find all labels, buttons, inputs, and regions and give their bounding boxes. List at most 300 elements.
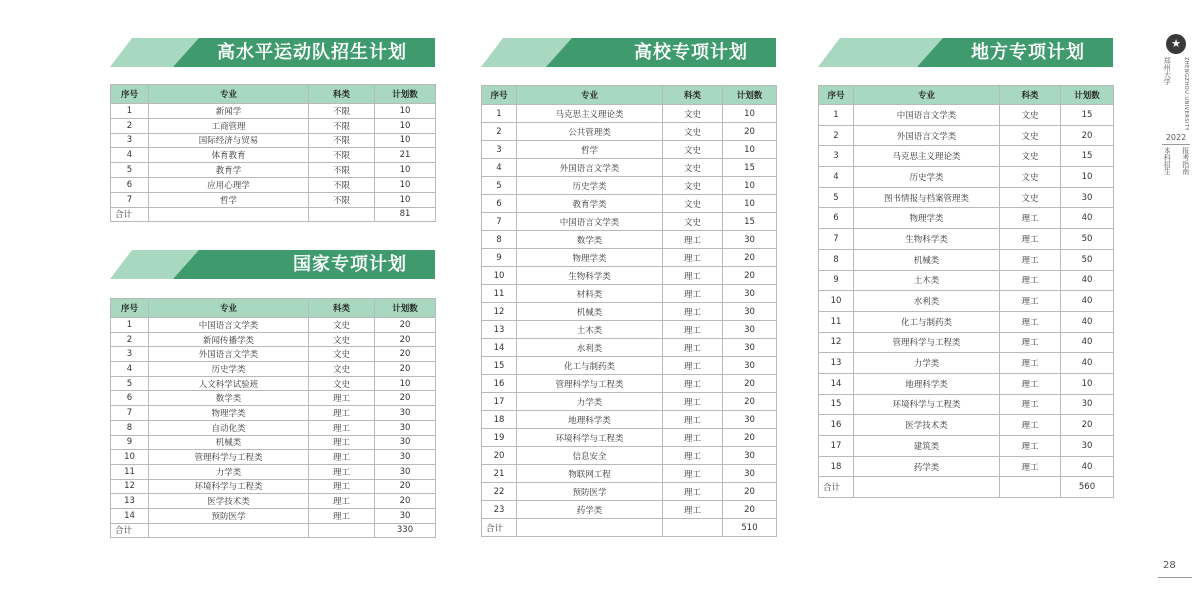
cell-category: 不限 xyxy=(309,104,375,119)
table-header-row xyxy=(111,299,436,318)
column-header: 序号 xyxy=(111,299,149,318)
table-row xyxy=(819,456,1114,477)
cell-index: 3 xyxy=(482,141,517,159)
cell-index: 2 xyxy=(111,118,149,133)
column-header: 科类 xyxy=(1000,86,1061,105)
table-row xyxy=(111,118,436,133)
cell-category: 理工 xyxy=(1000,249,1061,270)
cell-major: 历史学类 xyxy=(517,177,663,195)
cell-major: 人文科学试验班 xyxy=(149,376,309,391)
cell-major: 水利类 xyxy=(517,339,663,357)
cell-category: 理工 xyxy=(663,393,723,411)
cell-index: 13 xyxy=(482,321,517,339)
cell-quota: 40 xyxy=(1061,456,1114,477)
cell-major: 预防医学 xyxy=(517,483,663,501)
cell-major: 力学类 xyxy=(854,353,1000,374)
column-header: 专业 xyxy=(854,86,1000,105)
table-row xyxy=(482,429,777,447)
page-number-rule xyxy=(1158,577,1192,578)
cell-index: 12 xyxy=(111,479,149,494)
cell-category: 文史 xyxy=(663,177,723,195)
plan-table xyxy=(110,84,436,222)
cell-quota: 40 xyxy=(1061,208,1114,229)
cell-category: 理工 xyxy=(1000,332,1061,353)
cell-major: 中国语言文学类 xyxy=(517,213,663,231)
cell-index: 12 xyxy=(819,332,854,353)
table-row xyxy=(482,267,777,285)
cell-category: 文史 xyxy=(1000,146,1061,167)
cell-major: 哲学 xyxy=(517,141,663,159)
cell-quota: 40 xyxy=(1061,332,1114,353)
cell-quota: 15 xyxy=(1061,146,1114,167)
table-row xyxy=(819,311,1114,332)
table-row xyxy=(482,141,777,159)
cell-index: 1 xyxy=(819,105,854,126)
cell-quota: 30 xyxy=(375,406,436,421)
cell-index: 10 xyxy=(482,267,517,285)
table-row xyxy=(111,347,436,362)
table-row xyxy=(111,450,436,465)
table-row xyxy=(482,123,777,141)
cell-quota: 20 xyxy=(723,483,777,501)
column-header: 计划数 xyxy=(1061,86,1114,105)
cell-major: 化工与制药类 xyxy=(517,357,663,375)
cell-index: 5 xyxy=(482,177,517,195)
cell-quota: 10 xyxy=(375,118,436,133)
cell-category: 文史 xyxy=(1000,167,1061,188)
cell-category: 理工 xyxy=(1000,291,1061,312)
table-row xyxy=(111,391,436,406)
cell-category: 不限 xyxy=(309,163,375,178)
cell-major: 环境科学与工程类 xyxy=(149,479,309,494)
cell-quota: 40 xyxy=(1061,353,1114,374)
cell-category: 理工 xyxy=(309,420,375,435)
cell-category xyxy=(663,519,723,537)
cell-index: 17 xyxy=(819,436,854,457)
section-banner xyxy=(110,250,435,279)
cell-major: 应用心理学 xyxy=(149,177,309,192)
cell-category: 理工 xyxy=(1000,270,1061,291)
cell-major: 医学技术类 xyxy=(149,494,309,509)
cell-quota: 40 xyxy=(1061,291,1114,312)
cell-major: 生物科学类 xyxy=(854,229,1000,250)
cell-index: 1 xyxy=(111,104,149,119)
cell-quota: 10 xyxy=(1061,373,1114,394)
table-row xyxy=(482,375,777,393)
table-row xyxy=(111,435,436,450)
cell-index: 17 xyxy=(482,393,517,411)
cell-index: 20 xyxy=(482,447,517,465)
section-banner xyxy=(818,38,1113,67)
cell-major: 水利类 xyxy=(854,291,1000,312)
cell-quota: 40 xyxy=(1061,311,1114,332)
cell-category: 文史 xyxy=(309,376,375,391)
cell-index: 4 xyxy=(111,148,149,163)
cell-major: 力学类 xyxy=(149,464,309,479)
cell-major: 马克思主义理论类 xyxy=(854,146,1000,167)
cell-major: 管理科学与工程类 xyxy=(149,450,309,465)
cell-quota: 20 xyxy=(375,494,436,509)
cell-major: 生物科学类 xyxy=(517,267,663,285)
table-row xyxy=(482,357,777,375)
cell-quota: 20 xyxy=(723,249,777,267)
section-national-special-plan xyxy=(110,250,435,537)
cell-quota: 10 xyxy=(723,105,777,123)
cell-quota: 10 xyxy=(375,177,436,192)
cell-major: 建筑类 xyxy=(854,436,1000,457)
cell-category: 文史 xyxy=(663,195,723,213)
cell-index: 5 xyxy=(111,376,149,391)
cell-quota: 50 xyxy=(1061,249,1114,270)
table-row xyxy=(482,465,777,483)
cell-major: 外国语言文学类 xyxy=(854,125,1000,146)
cell-index: 22 xyxy=(482,483,517,501)
cell-category: 理工 xyxy=(309,450,375,465)
cell-quota: 15 xyxy=(723,213,777,231)
cell-major: 教育学 xyxy=(149,163,309,178)
column-header: 计划数 xyxy=(723,86,777,105)
cell-index: 15 xyxy=(819,394,854,415)
cell-index: 4 xyxy=(482,159,517,177)
cell-index: 2 xyxy=(482,123,517,141)
cell-index: 1 xyxy=(111,318,149,333)
table-row xyxy=(111,104,436,119)
cell-major: 数学类 xyxy=(517,231,663,249)
cell-quota: 20 xyxy=(375,479,436,494)
table-row xyxy=(819,105,1114,126)
table-row xyxy=(482,249,777,267)
cell-category xyxy=(1000,477,1061,498)
cell-category: 理工 xyxy=(663,411,723,429)
cell-category: 理工 xyxy=(309,435,375,450)
cell-quota: 20 xyxy=(375,347,436,362)
cell-major: 药学类 xyxy=(517,501,663,519)
cell-category: 文史 xyxy=(663,159,723,177)
cell-index: 18 xyxy=(819,456,854,477)
cell-quota: 30 xyxy=(723,411,777,429)
cell-index: 12 xyxy=(482,303,517,321)
cell-quota: 20 xyxy=(723,123,777,141)
cell-quota: 20 xyxy=(375,318,436,333)
table-row xyxy=(111,494,436,509)
table-header-row xyxy=(111,85,436,104)
table-row xyxy=(111,406,436,421)
cell-quota: 510 xyxy=(723,519,777,537)
cell-quota: 81 xyxy=(375,207,436,222)
total-row xyxy=(819,477,1114,498)
cell-quota: 20 xyxy=(1061,415,1114,436)
cell-major: 预防医学 xyxy=(149,508,309,523)
cell-index: 1 xyxy=(482,105,517,123)
cell-index: 14 xyxy=(819,373,854,394)
cell-major: 机械类 xyxy=(854,249,1000,270)
cell-category: 理工 xyxy=(309,494,375,509)
cell-major: 地理科学类 xyxy=(854,373,1000,394)
table-row xyxy=(111,464,436,479)
cell-major: 物理学类 xyxy=(854,208,1000,229)
cell-quota: 30 xyxy=(375,435,436,450)
cell-index: 10 xyxy=(111,450,149,465)
table-row xyxy=(482,393,777,411)
cell-category: 不限 xyxy=(309,192,375,207)
table-row xyxy=(482,411,777,429)
cell-quota: 10 xyxy=(375,133,436,148)
table-header-row xyxy=(819,86,1114,105)
column-header: 专业 xyxy=(149,299,309,318)
cell-quota: 30 xyxy=(723,357,777,375)
table-row xyxy=(482,231,777,249)
cell-quota: 10 xyxy=(723,141,777,159)
cell-index: 15 xyxy=(482,357,517,375)
cell-index: 9 xyxy=(482,249,517,267)
cell-category: 文史 xyxy=(1000,125,1061,146)
cell-major: 物联网工程 xyxy=(517,465,663,483)
total-row xyxy=(482,519,777,537)
cell-quota: 30 xyxy=(723,231,777,249)
cell-quota: 20 xyxy=(723,393,777,411)
table-row xyxy=(819,373,1114,394)
cell-index: 8 xyxy=(819,249,854,270)
cell-category: 理工 xyxy=(1000,311,1061,332)
cell-category: 理工 xyxy=(663,339,723,357)
cell-index: 5 xyxy=(111,163,149,178)
cell-category: 理工 xyxy=(309,391,375,406)
cell-category: 理工 xyxy=(309,464,375,479)
table-row xyxy=(482,213,777,231)
table-row xyxy=(111,133,436,148)
cell-index: 13 xyxy=(819,353,854,374)
cell-quota: 560 xyxy=(1061,477,1114,498)
section-local-special-plan xyxy=(818,38,1113,494)
cell-quota: 10 xyxy=(723,195,777,213)
cell-major: 管理科学与工程类 xyxy=(854,332,1000,353)
table-row xyxy=(482,339,777,357)
table-row xyxy=(819,353,1114,374)
cell-index: 合计 xyxy=(819,477,854,498)
table-row xyxy=(111,177,436,192)
cell-quota: 40 xyxy=(1061,270,1114,291)
cell-index: 10 xyxy=(819,291,854,312)
cell-category: 理工 xyxy=(663,321,723,339)
plan-table xyxy=(818,85,1114,498)
cell-quota: 30 xyxy=(1061,436,1114,457)
cell-quota: 10 xyxy=(375,192,436,207)
cell-major: 物理学类 xyxy=(149,406,309,421)
page-number: 28 xyxy=(1163,560,1176,571)
cell-major: 机械类 xyxy=(517,303,663,321)
cell-quota: 20 xyxy=(375,391,436,406)
cell-category: 理工 xyxy=(663,501,723,519)
table-row xyxy=(111,376,436,391)
table-row xyxy=(111,420,436,435)
table-row xyxy=(819,270,1114,291)
cell-category: 不限 xyxy=(309,133,375,148)
plan-table xyxy=(110,298,436,538)
cell-major: 外国语言文学类 xyxy=(517,159,663,177)
cell-major: 中国语言文学类 xyxy=(854,105,1000,126)
cell-quota: 30 xyxy=(723,447,777,465)
cell-index: 11 xyxy=(482,285,517,303)
table-row xyxy=(819,229,1114,250)
cell-index: 6 xyxy=(111,391,149,406)
cell-index: 7 xyxy=(482,213,517,231)
cell-major: 物理学类 xyxy=(517,249,663,267)
cell-major: 化工与制药类 xyxy=(854,311,1000,332)
cell-major: 图书情报与档案管理类 xyxy=(854,187,1000,208)
section-title: 国家专项计划 xyxy=(293,254,407,275)
cell-quota: 30 xyxy=(1061,187,1114,208)
cell-index: 6 xyxy=(819,208,854,229)
cell-category: 文史 xyxy=(1000,187,1061,208)
table-row xyxy=(482,447,777,465)
cell-major: 哲学 xyxy=(149,192,309,207)
cell-index: 16 xyxy=(819,415,854,436)
cell-index: 9 xyxy=(819,270,854,291)
cell-quota: 30 xyxy=(375,464,436,479)
cell-category: 理工 xyxy=(663,267,723,285)
plan-table xyxy=(481,85,777,537)
cell-quota: 10 xyxy=(375,104,436,119)
table-row xyxy=(111,479,436,494)
cell-category: 理工 xyxy=(663,429,723,447)
cell-index: 7 xyxy=(111,192,149,207)
cell-index: 4 xyxy=(111,362,149,377)
cell-major: 信息安全 xyxy=(517,447,663,465)
cell-category: 理工 xyxy=(1000,373,1061,394)
cell-category: 文史 xyxy=(663,123,723,141)
cell-quota: 30 xyxy=(723,339,777,357)
table-row xyxy=(111,163,436,178)
column-header: 专业 xyxy=(149,85,309,104)
cell-quota: 330 xyxy=(375,523,436,538)
cell-major: 自动化类 xyxy=(149,420,309,435)
cell-category: 理工 xyxy=(663,357,723,375)
cell-index: 3 xyxy=(111,133,149,148)
cell-index: 11 xyxy=(111,464,149,479)
table-row xyxy=(482,321,777,339)
cell-index: 合计 xyxy=(482,519,517,537)
table-row xyxy=(482,105,777,123)
cell-index: 3 xyxy=(111,347,149,362)
cell-major: 体育教育 xyxy=(149,148,309,163)
cell-quota: 30 xyxy=(723,285,777,303)
cell-quota: 30 xyxy=(723,303,777,321)
cell-major: 教育学类 xyxy=(517,195,663,213)
cell-major: 机械类 xyxy=(149,435,309,450)
cell-category: 文史 xyxy=(309,332,375,347)
cell-quota: 20 xyxy=(375,362,436,377)
cell-index: 9 xyxy=(111,435,149,450)
table-row xyxy=(819,146,1114,167)
cell-category: 理工 xyxy=(1000,353,1061,374)
cell-quota: 20 xyxy=(1061,125,1114,146)
cell-index: 11 xyxy=(819,311,854,332)
cell-index: 18 xyxy=(482,411,517,429)
table-row xyxy=(111,318,436,333)
cell-category: 理工 xyxy=(663,375,723,393)
column-header: 序号 xyxy=(482,86,517,105)
table-row xyxy=(111,508,436,523)
cell-major xyxy=(854,477,1000,498)
cell-category: 文史 xyxy=(309,347,375,362)
cell-category: 理工 xyxy=(663,249,723,267)
cell-quota: 15 xyxy=(723,159,777,177)
cell-major: 土木类 xyxy=(854,270,1000,291)
cell-category: 不限 xyxy=(309,148,375,163)
section-title: 高校专项计划 xyxy=(634,42,748,63)
cell-major: 力学类 xyxy=(517,393,663,411)
cell-index: 23 xyxy=(482,501,517,519)
cell-major: 公共管理类 xyxy=(517,123,663,141)
cell-category: 不限 xyxy=(309,118,375,133)
column-header: 科类 xyxy=(309,85,375,104)
cell-index: 14 xyxy=(111,508,149,523)
cell-quota: 20 xyxy=(723,501,777,519)
cell-category: 理工 xyxy=(1000,456,1061,477)
cell-category: 文史 xyxy=(663,213,723,231)
table-row xyxy=(819,249,1114,270)
cell-category: 理工 xyxy=(663,465,723,483)
cell-index: 13 xyxy=(111,494,149,509)
cell-quota: 10 xyxy=(723,177,777,195)
university-latin-name: ZHENGZHOU UNIVERSITY xyxy=(1182,57,1189,132)
university-name: 郑州大学 xyxy=(1163,57,1172,85)
cell-quota: 20 xyxy=(723,429,777,447)
cell-category: 理工 xyxy=(1000,229,1061,250)
cell-index: 7 xyxy=(819,229,854,250)
cell-category: 文史 xyxy=(309,318,375,333)
table-row xyxy=(819,167,1114,188)
cell-index: 16 xyxy=(482,375,517,393)
cell-category xyxy=(309,207,375,222)
table-row xyxy=(819,208,1114,229)
cell-index: 6 xyxy=(111,177,149,192)
cell-quota: 30 xyxy=(1061,394,1114,415)
column-header: 序号 xyxy=(111,85,149,104)
section-university-special-plan xyxy=(481,38,776,534)
table-row xyxy=(819,394,1114,415)
cell-index: 3 xyxy=(819,146,854,167)
table-row xyxy=(482,177,777,195)
table-row xyxy=(111,332,436,347)
cell-quota: 10 xyxy=(1061,167,1114,188)
cell-category: 理工 xyxy=(1000,208,1061,229)
section-high-level-sports-team xyxy=(110,38,435,221)
cell-major: 国际经济与贸易 xyxy=(149,133,309,148)
column-header: 科类 xyxy=(309,299,375,318)
cell-index: 6 xyxy=(482,195,517,213)
cell-category: 不限 xyxy=(309,177,375,192)
cell-category: 理工 xyxy=(309,406,375,421)
cell-quota: 50 xyxy=(1061,229,1114,250)
cell-major: 工商管理 xyxy=(149,118,309,133)
cell-major: 外国语言文学类 xyxy=(149,347,309,362)
table-row xyxy=(819,332,1114,353)
cell-index: 8 xyxy=(482,231,517,249)
cell-quota: 20 xyxy=(723,267,777,285)
table-row xyxy=(482,483,777,501)
cell-quota: 30 xyxy=(375,420,436,435)
cell-major: 历史学类 xyxy=(149,362,309,377)
cell-category: 理工 xyxy=(663,285,723,303)
cell-category: 理工 xyxy=(309,479,375,494)
cell-major xyxy=(149,207,309,222)
table-row xyxy=(819,291,1114,312)
cell-quota: 10 xyxy=(375,376,436,391)
university-logo-icon: ★ xyxy=(1166,34,1186,54)
cell-index: 2 xyxy=(111,332,149,347)
cell-category: 文史 xyxy=(1000,105,1061,126)
